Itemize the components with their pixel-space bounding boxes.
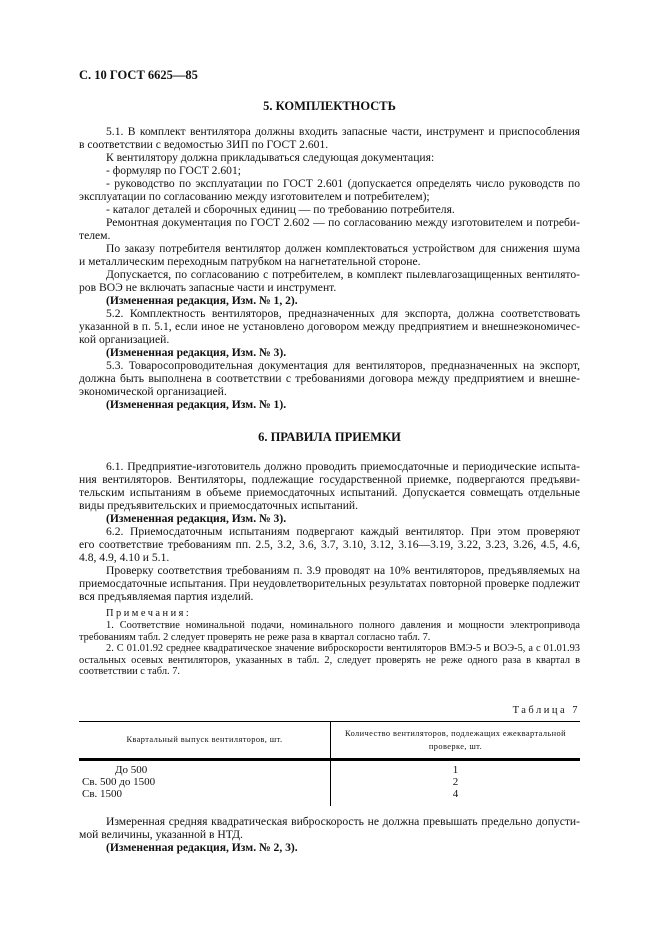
text-line: ния вентиляторов. Вентиляторы, подлежащие государственной приемке, подвергаются предъяви-: [79, 473, 580, 486]
section-5-body: [79, 125, 580, 411]
closing-text: [79, 815, 580, 854]
text-line: (Измененная редакция, Изм. № 1, 2).: [106, 294, 298, 307]
text-line: 5.1. В комплект вентилятора должны входить запасные части, инструмент и приспособления: [106, 125, 580, 138]
text-line: эксплуатации по согласованию между изготовителем и потребителем);: [79, 190, 430, 203]
table-header-output: Квартальный выпуск вентиляторов, шт.: [79, 721, 331, 759]
paragraph: [79, 460, 580, 512]
text-line: 1. Соответствие номинальной подачи, номинального полного давления и мощности электропривода: [106, 620, 580, 631]
table-7: [79, 721, 580, 806]
text-line: экономической организацией.: [79, 385, 227, 398]
table-caption: Таблица 7: [512, 704, 580, 716]
amendment-note: [79, 841, 580, 854]
text-line: должна быть выполнена в соответствии с требованиями договора между предприятием и внешне-: [79, 372, 580, 385]
text-line: (Измененная редакция, Изм. № 1).: [106, 398, 287, 411]
page-header: С. 10 ГОСТ 6625—85: [79, 68, 198, 82]
paragraph: [79, 164, 580, 177]
paragraph: [79, 203, 580, 216]
table-cell-output: До 500: [79, 759, 331, 776]
paragraph: [79, 815, 580, 841]
text-line: его соответствие требованиям пп. 2.5, 3.2, 3.6, 3.7, 3.10, 3.12, 3.16—3.19, 3.22, 3.23, 3.26, 4.5, 4.6,: [79, 538, 580, 551]
text-line: ров ВОЭ не включать запасные части и инструмент.: [79, 281, 337, 294]
paragraph: [79, 307, 580, 346]
document-page: [79, 68, 580, 854]
amendment-note: [79, 398, 580, 411]
text-line: Проверку соответствия требованиям п. 3.9 проводят на 10% вентиляторов, предъявляемых на: [106, 564, 580, 577]
text-line: 4.8, 4.9, 4.10 и 5.1.: [79, 551, 170, 564]
paragraph: [79, 359, 580, 398]
paragraph: [79, 242, 580, 268]
table-cell-output: Св. 500 до 1500: [79, 776, 331, 788]
text-line: 6.1. Предприятие-изготовитель должно проводить приемосдаточные и периодические испыта-: [106, 460, 580, 473]
paragraph: [79, 564, 580, 603]
text-line: 2. С 01.01.92 среднее квадратическое значение виброскорости вентиляторов ВМЭ-5 и ВОЭ-5, а с 01.01.93: [106, 643, 580, 654]
text-line: и металлическим переходным патрубком на нагнетательной стороне.: [79, 255, 421, 268]
text-line: остальных осевых вентиляторов, указанных в табл. 2, следует проверять не реже одного раза в квартал в: [79, 654, 580, 666]
table-row: [79, 788, 580, 806]
text-line: По заказу потребителя вентилятор должен комплектоваться устройством для снижения шума: [106, 242, 580, 255]
text-line: мой величины, указанной в НТД.: [79, 827, 243, 841]
table-row: [79, 776, 580, 788]
text-line: (Измененная редакция, Изм. № 2, 3).: [106, 840, 298, 854]
amendment-note: [79, 294, 580, 307]
text-line: - руководство по эксплуатации по ГОСТ 2.601 (допускается определять число руководств по: [106, 177, 580, 190]
notes: [79, 620, 580, 678]
text-line: в соответствии с ведомостью ЗИП по ГОСТ 2.601.: [79, 138, 329, 151]
text-line: - каталог деталей и сборочных единиц — по требованию потребителя.: [106, 203, 455, 216]
text-line: виды предъявительских и приемосдаточных испытаний.: [79, 499, 359, 512]
table-header-count: Количество вентиляторов, подлежащих ежеквартальной проверке, шт.: [331, 721, 581, 759]
text-line: вся предъявляемая партия изделий.: [79, 590, 254, 603]
paragraph: [79, 177, 580, 203]
text-line: К вентилятору должна прикладываться следующая документация:: [106, 151, 435, 164]
table-cell-count: 1: [452, 763, 459, 776]
section-6-title: 6. ПРАВИЛА ПРИЕМКИ: [258, 430, 401, 444]
text-line: Допускается, по согласованию с потребителем, в комплект пылевлагозащищенных вентилято-: [106, 268, 580, 281]
table-cell-output: Св. 1500: [79, 788, 331, 806]
paragraph: [79, 268, 580, 294]
paragraph: [79, 620, 580, 643]
text-line: указанной в п. 5.1, если иное не установлено договором между предприятием и внешнеэкономичес-: [79, 320, 580, 333]
paragraph: [79, 151, 580, 164]
text-line: (Измененная редакция, Изм. № 3).: [106, 346, 287, 359]
table-cell-count: 4: [452, 787, 459, 800]
text-line: требованиям табл. 2 следует проверять не реже раза в квартал согласно табл. 7.: [79, 631, 431, 643]
text-line: (Измененная редакция, Изм. № 3).: [106, 512, 287, 525]
text-line: приемосдаточные испытания. При неудовлетворительных результатах повторной проверке подлежит: [79, 577, 580, 590]
table-row: [79, 759, 580, 776]
section-5-title: 5. КОМПЛЕКТНОСТЬ: [263, 99, 396, 113]
text-line: 6.2. Приемосдаточным испытаниям подвергают каждый вентилятор. При этом проверяют: [106, 525, 580, 538]
notes-label: Примечания:: [106, 608, 192, 619]
text-line: телем.: [79, 229, 111, 242]
table-cell-count: 2: [452, 775, 459, 788]
text-line: Ремонтная документация по ГОСТ 2.602 — по согласованию между изготовителем и потреби-: [106, 216, 580, 229]
section-6-body: [79, 460, 580, 603]
amendment-note: [79, 512, 580, 525]
text-line: кой организацией.: [79, 333, 170, 346]
paragraph: [79, 643, 580, 678]
amendment-note: [79, 346, 580, 359]
text-line: - формуляр по ГОСТ 2.601;: [106, 164, 241, 177]
paragraph: [79, 216, 580, 242]
text-line: 5.3. Товаросопроводительная документация для вентиляторов, предназначенных на экспорт,: [106, 359, 580, 372]
text-line: Измеренная средняя квадратическая виброскорость не должна превышать предельно допусти-: [106, 814, 580, 828]
text-line: 5.2. Комплектность вентиляторов, предназначенных для экспорта, должна соответствовать: [106, 307, 580, 320]
paragraph: [79, 125, 580, 151]
paragraph: [79, 525, 580, 564]
text-line: соответствии с табл. 7.: [79, 666, 180, 677]
text-line: тельским испытаниям в объеме приемосдаточных испытаний. Допускается совмещать отдельные: [79, 486, 580, 499]
